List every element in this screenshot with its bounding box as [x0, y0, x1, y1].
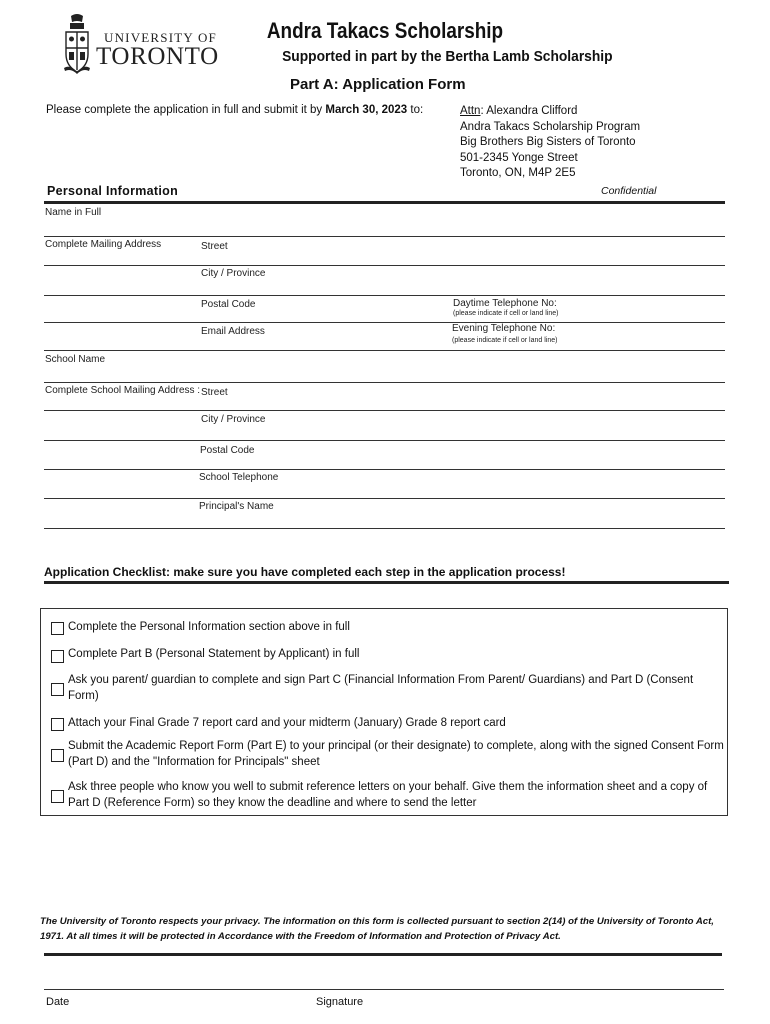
postal-code-label: Postal Code — [201, 299, 256, 310]
daytime-phone-label: Daytime Telephone No: — [453, 298, 557, 309]
section-divider — [44, 201, 725, 204]
checklist-item: Attach your Final Grade 7 report card and your midterm (January) Grade 8 report card — [68, 717, 506, 729]
checklist-title: Application Checklist: make sure you have completed each step in the application process! — [44, 565, 566, 579]
city-province-label: City / Province — [201, 268, 266, 279]
principal-name-field[interactable] — [44, 528, 725, 529]
logo-university-of: UNIVERSITY OF — [104, 30, 217, 45]
checkbox-part-b[interactable] — [51, 650, 64, 663]
street-field[interactable] — [44, 265, 725, 266]
school-address-label: Complete School Mailing Address : — [45, 385, 201, 396]
name-field[interactable] — [44, 236, 725, 237]
postal-code-field[interactable] — [44, 322, 725, 323]
privacy-statement: The University of Toronto respects your privacy. The information on this form is collected pursuant to section 2(14) of the University of Toronto Act, 1971. At all times it will be protected in Accordance with the Freedom of Information and Protection of Privacy Act. — [40, 916, 714, 942]
intro-text: Please complete the application in full and submit it by March 30, 2023 to: — [46, 104, 424, 116]
school-city-label: City / Province — [201, 414, 266, 425]
date-signature-field[interactable] — [44, 989, 724, 990]
mailing-address-block: Attn: Alexandra Clifford Andra Takacs Scholarship Program Big Brothers Big Sisters of Toronto 501-2345 Yonge Street Toronto, ON, M4P 2E5 — [460, 105, 641, 179]
checkbox-part-c-d[interactable] — [51, 683, 64, 696]
privacy-divider — [44, 953, 722, 956]
email-label: Email Address — [201, 326, 265, 337]
date-label: Date — [46, 996, 70, 1008]
checkbox-personal-info[interactable] — [51, 622, 64, 635]
school-name-field[interactable] — [44, 382, 725, 383]
school-city-field[interactable] — [44, 440, 725, 441]
school-telephone-field[interactable] — [44, 498, 725, 499]
checkbox-part-e[interactable] — [51, 749, 64, 762]
attn-label: Attn — [460, 105, 481, 117]
email-field[interactable] — [44, 350, 725, 351]
checklist-item: Ask three people who know you well to submit reference letters on your behalf. Give them the information sheet and a copy of Part D (Reference Form) so they know the deadline and where to send the letter — [68, 781, 708, 809]
name-label: Name in Full — [45, 207, 102, 218]
school-telephone-label: School Telephone — [199, 472, 279, 483]
personal-info-heading: Personal Information — [47, 184, 179, 198]
checklist-item: Ask you parent/ guardian to complete and sign Part C (Financial Information From Parent/ Guardians) and Part D (Consent Form) — [68, 674, 694, 702]
page-title: Andra Takacs Scholarship — [266, 18, 504, 43]
checklist-divider — [44, 581, 729, 584]
city-province-field[interactable] — [44, 295, 725, 296]
evening-phone-label: Evening Telephone No: — [452, 323, 556, 334]
school-street-field[interactable] — [44, 410, 725, 411]
checklist-item: Complete Part B (Personal Statement by Applicant) in full — [68, 648, 360, 660]
checkbox-references[interactable] — [51, 790, 64, 803]
school-postal-field[interactable] — [44, 469, 725, 470]
part-title: Part A: Application Form — [290, 76, 466, 93]
page-subtitle: Supported in part by the Bertha Lamb Scholarship — [282, 48, 613, 65]
signature-label: Signature — [316, 996, 364, 1008]
school-postal-label: Postal Code — [200, 445, 255, 456]
checklist-item: Complete the Personal Information section above in full — [68, 621, 350, 633]
evening-phone-note: (please indicate if cell or land line) — [452, 337, 558, 344]
school-street-label: Street — [201, 387, 228, 398]
checkbox-report-cards[interactable] — [51, 718, 64, 731]
mailing-address-label: Complete Mailing Address — [45, 239, 162, 250]
checklist-item: Submit the Academic Report Form (Part E) to your principal (or their designate) to complete, along with the signed Consent Form (Part D) and the "Information for Principals" sheet — [68, 740, 724, 768]
street-label: Street — [201, 241, 228, 252]
deadline: March 30, 2023 — [325, 104, 408, 116]
confidential-label: Confidential — [601, 185, 657, 197]
daytime-phone-note: (please indicate if cell or land line) — [453, 310, 559, 317]
principal-name-label: Principal's Name — [199, 501, 274, 512]
school-name-label: School Name — [45, 354, 106, 365]
logo-toronto: TORONTO — [96, 43, 219, 70]
